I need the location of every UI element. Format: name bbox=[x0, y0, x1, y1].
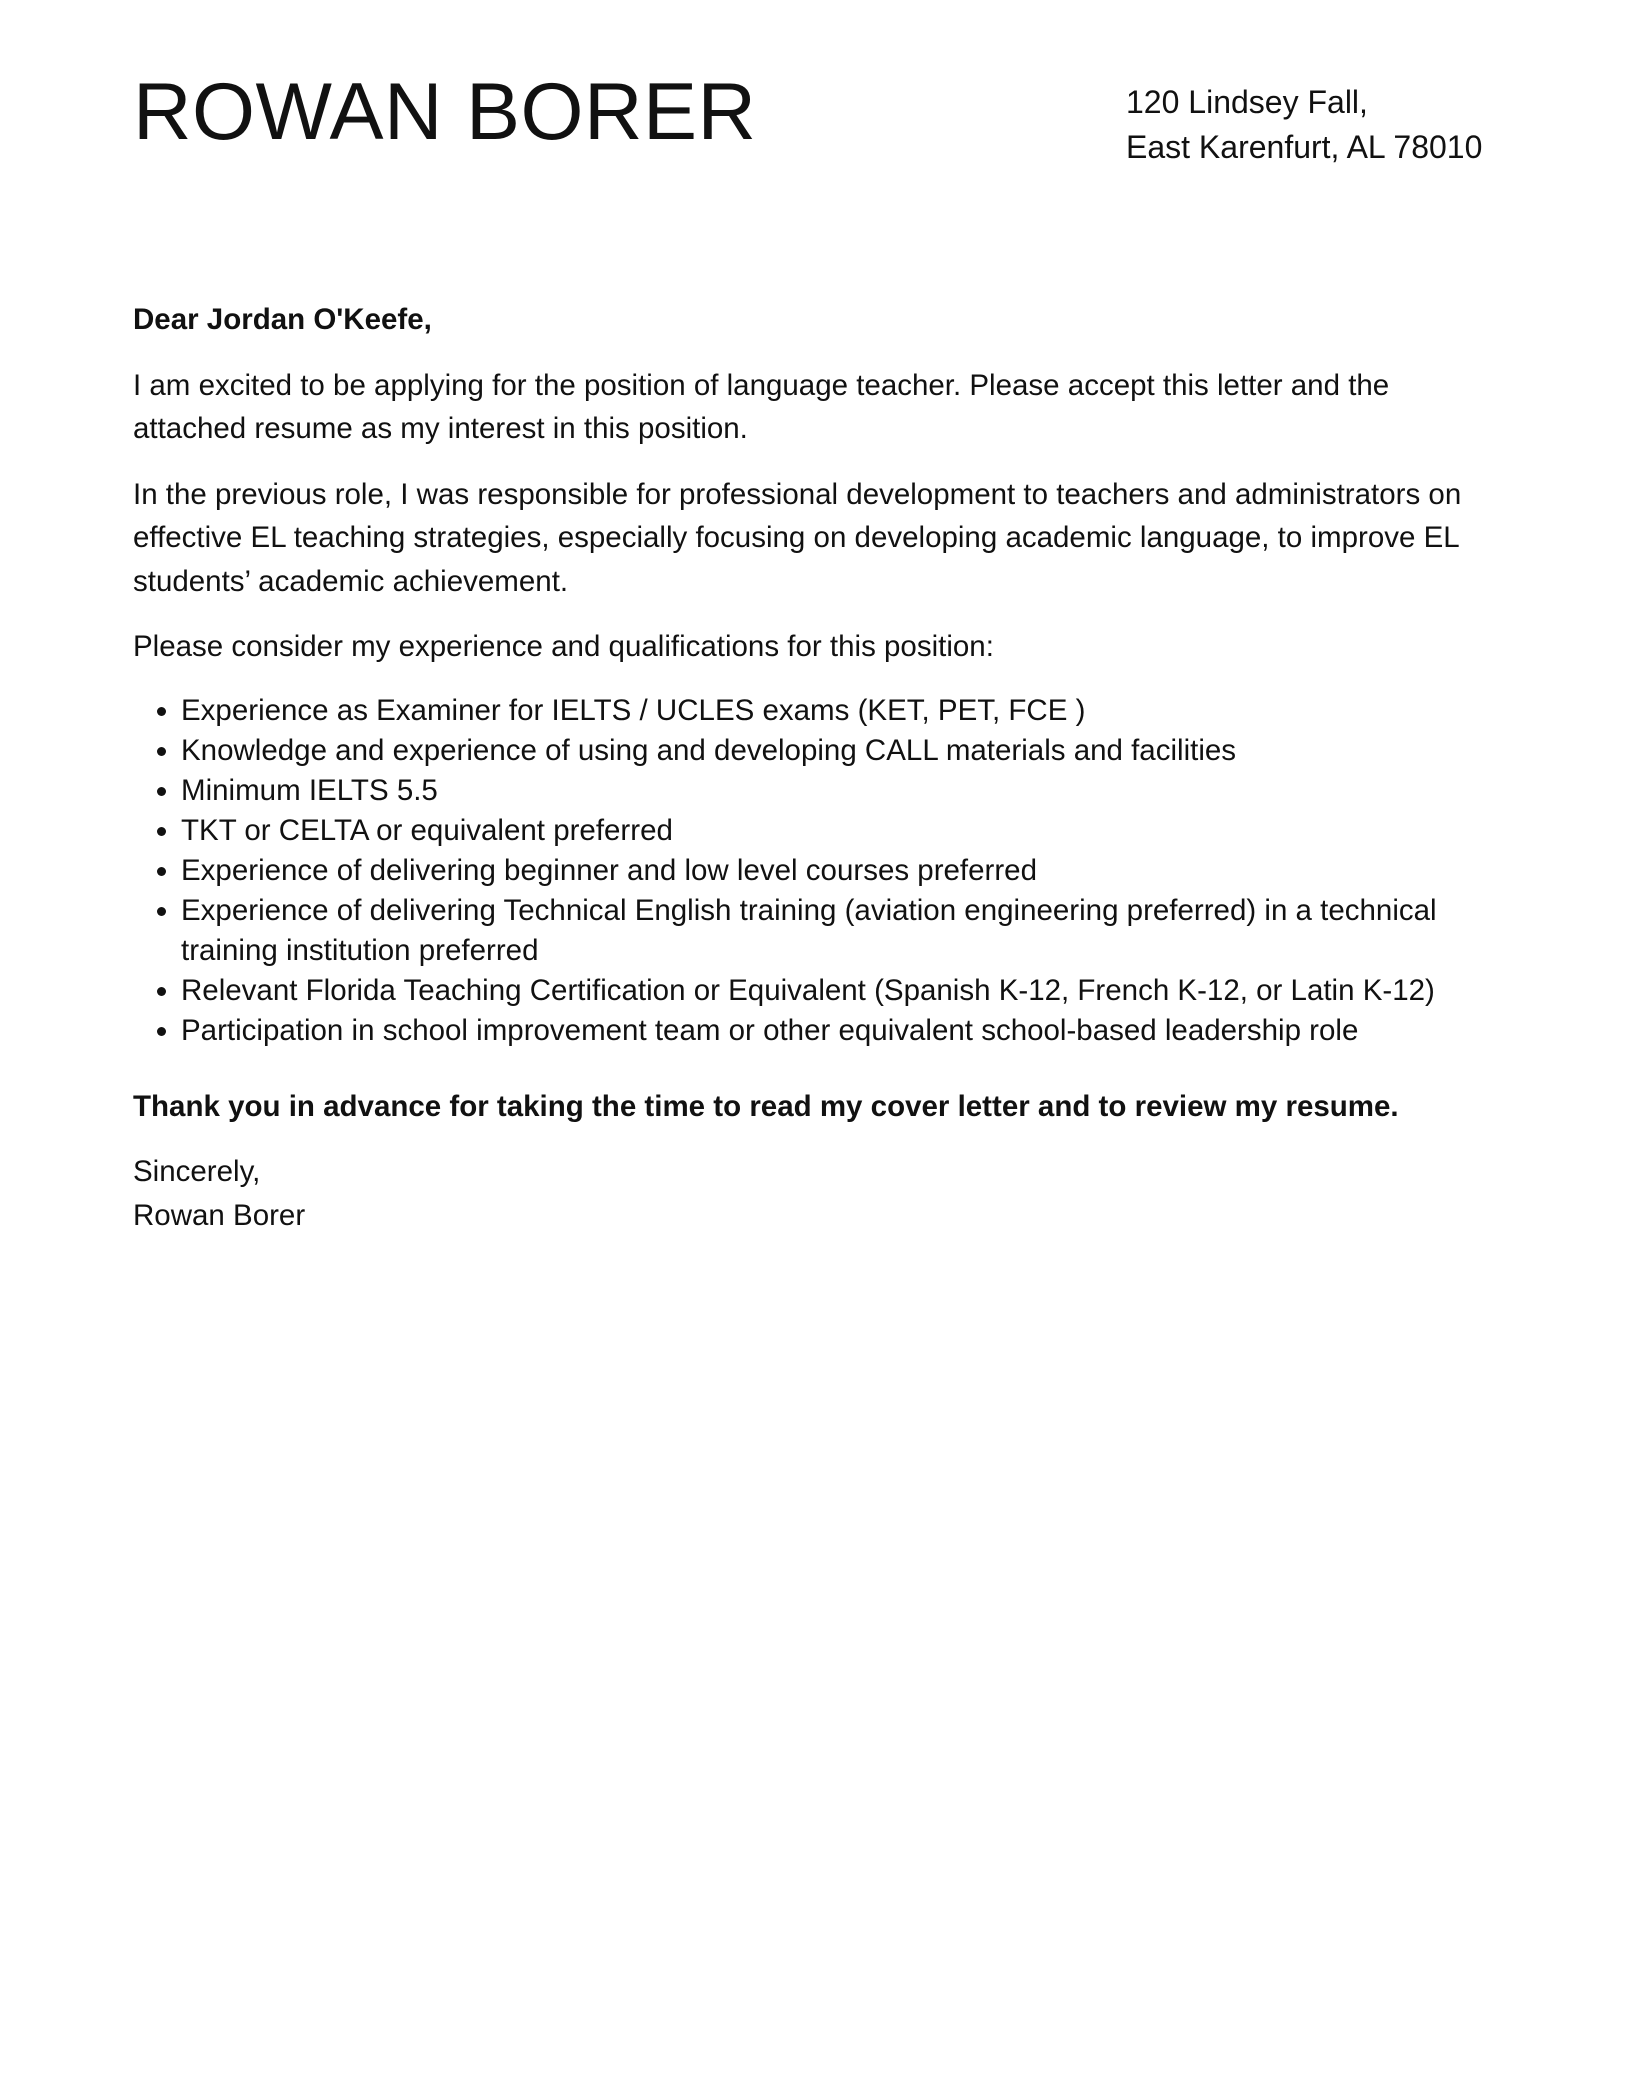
applicant-name: ROWAN BORER bbox=[133, 67, 757, 157]
experience-paragraph: In the previous role, I was responsible for professional development to teachers and administrators on effective EL teaching strategies, especially focusing on developing academic language, to improve EL students’ academic achievement. bbox=[133, 477, 1462, 598]
list-item: • Knowledge and experience of using and developing CALL materials and facilities bbox=[181, 731, 1503, 771]
salutation: Dear Jordan O'Keefe, bbox=[133, 303, 432, 336]
signature-name: Rowan Borer bbox=[133, 1198, 306, 1232]
intro-paragraph: I am excited to be applying for the position of language teacher. Please accept this letter and the attached resume as my interest in this position. bbox=[133, 368, 1390, 445]
closing-line: Thank you in advance for taking the time to read my cover letter and to review my resume. bbox=[133, 1089, 1399, 1123]
signoff: Sincerely, bbox=[133, 1155, 261, 1188]
list-item: • Relevant Florida Teaching Certification or Equivalent (Spanish K-12, French K-12, or Latin K-12) bbox=[181, 971, 1503, 1011]
address-block bbox=[1126, 80, 1482, 170]
list-item: • Participation in school improvement team or other equivalent school-based leadership role bbox=[181, 1011, 1503, 1051]
address-line-1: 120 Lindsey Fall, bbox=[1126, 84, 1368, 120]
qualifications-list bbox=[133, 691, 1503, 1051]
list-item: • TKT or CELTA or equivalent preferred bbox=[181, 811, 1503, 851]
qualifications-intro: Please consider my experience and qualifications for this position: bbox=[133, 630, 994, 663]
list-item: • Experience of delivering beginner and low level courses preferred bbox=[181, 851, 1503, 891]
list-item: • Minimum IELTS 5.5 bbox=[181, 771, 1503, 811]
letter-body bbox=[133, 298, 1503, 1237]
list-item: • Experience of delivering Technical English training (aviation engineering preferred) in a technical training institution preferred bbox=[181, 891, 1503, 971]
list-item: • Experience as Examiner for IELTS / UCLES exams (KET, PET, FCE ) bbox=[181, 691, 1503, 731]
address-line-2: East Karenfurt, AL 78010 bbox=[1126, 129, 1483, 165]
